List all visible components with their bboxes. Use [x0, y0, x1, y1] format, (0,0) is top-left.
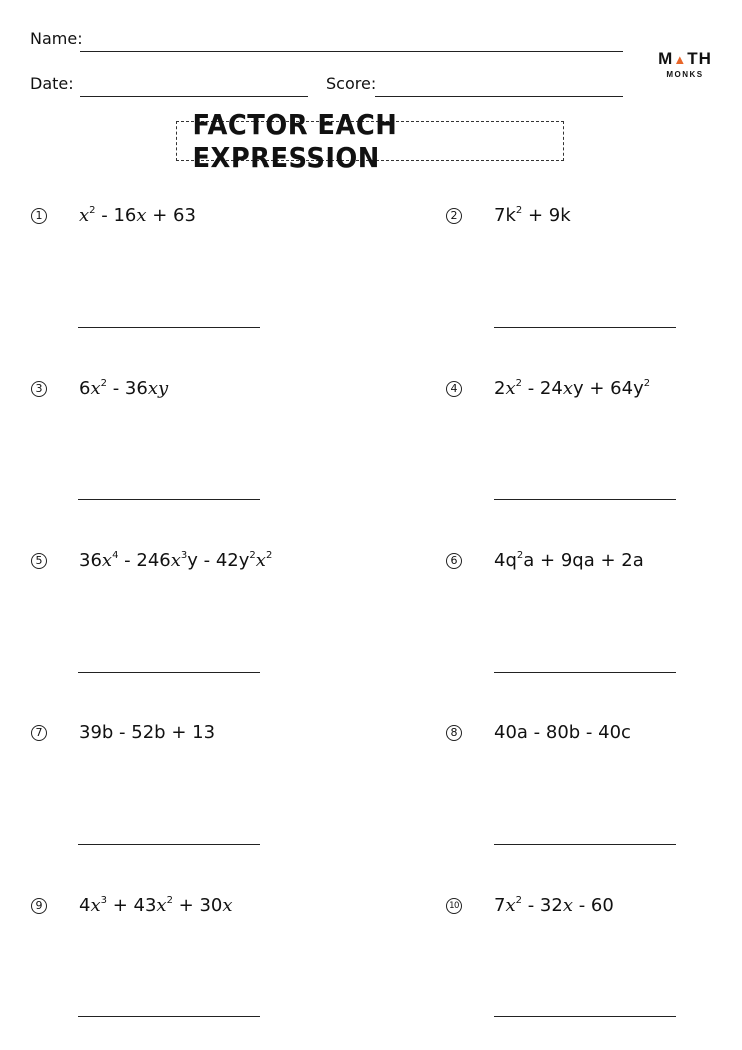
- date-field[interactable]: [80, 96, 308, 97]
- problem-number: 5: [31, 553, 47, 569]
- answer-line-6[interactable]: [494, 672, 676, 673]
- expr-part: - 24: [521, 378, 563, 399]
- answer-line-9[interactable]: [78, 1016, 260, 1017]
- expr-part: x: [505, 895, 516, 916]
- expr-part: y: [157, 378, 169, 399]
- expr-part: y - 42y: [187, 550, 250, 571]
- expr-exponent: 2: [89, 205, 96, 216]
- expr-part: y: [572, 378, 584, 399]
- worksheet-title: FACTOR EACH EXPRESSION: [192, 108, 398, 174]
- expr-part: + 63: [146, 205, 196, 226]
- expr-exponent: 3: [180, 550, 188, 561]
- expr-part: x: [90, 895, 101, 916]
- expr-exponent: 2: [515, 378, 522, 389]
- expr-exponent: 2: [516, 550, 524, 561]
- problem-number: 10: [446, 898, 462, 914]
- expr-part: 36: [79, 550, 102, 571]
- expr-part: x: [562, 895, 573, 916]
- name-label: Name:: [30, 29, 83, 48]
- expr-part: + 43: [106, 895, 157, 916]
- expr-part: + 9k: [522, 205, 571, 226]
- expr-part: x: [170, 550, 181, 571]
- answer-line-2[interactable]: [494, 327, 676, 328]
- answer-line-3[interactable]: [78, 499, 260, 500]
- expr-exponent: 2: [265, 550, 273, 561]
- worksheet-title-box: [176, 108, 564, 174]
- expr-part: x: [101, 550, 113, 571]
- logo-letters-th: TH: [687, 49, 712, 68]
- problem-number: 4: [446, 381, 462, 397]
- answer-line-10[interactable]: [494, 1016, 676, 1017]
- expr-part: x: [79, 205, 90, 226]
- score-field[interactable]: [375, 96, 623, 97]
- expr-exponent: 2: [515, 895, 522, 906]
- date-label: Date:: [30, 74, 74, 93]
- problem-number: 1: [31, 208, 47, 224]
- expr-part: + 64y: [583, 378, 644, 399]
- expr-part: - 32: [521, 895, 563, 916]
- expression: [494, 378, 650, 399]
- problem-number: 2: [446, 208, 462, 224]
- expr-part: + 30: [172, 895, 223, 916]
- expr-part: - 36: [106, 378, 148, 399]
- answer-line-1[interactable]: [78, 327, 260, 328]
- expression: [79, 895, 233, 916]
- expression: [494, 205, 571, 226]
- expr-part: 2: [494, 378, 506, 399]
- answer-line-4[interactable]: [494, 499, 676, 500]
- expr-exponent: 2: [643, 378, 651, 389]
- answer-line-5[interactable]: [78, 672, 260, 673]
- expr-exponent: 2: [515, 205, 523, 216]
- expr-part: - 246: [118, 550, 171, 571]
- problem-number: 7: [31, 725, 47, 741]
- expr-part: 4: [79, 895, 91, 916]
- expr-exponent: 2: [249, 550, 256, 561]
- expr-part: 6: [79, 378, 91, 399]
- expression: [79, 205, 196, 226]
- name-field[interactable]: [80, 51, 623, 52]
- problem-number: 9: [31, 898, 47, 914]
- expr-part: x: [562, 378, 573, 399]
- expr-part: x: [147, 378, 158, 399]
- expression: [79, 378, 168, 399]
- expr-exponent: 4: [112, 550, 119, 561]
- expr-part: 40a - 80b - 40c: [494, 722, 631, 743]
- logo-triangle-icon: ▲: [673, 52, 688, 67]
- expr-part: x: [156, 895, 167, 916]
- expr-part: 7: [494, 895, 506, 916]
- problem-number: 3: [31, 381, 47, 397]
- score-label: Score:: [326, 74, 377, 93]
- expr-part: - 60: [572, 895, 614, 916]
- expr-exponent: 2: [100, 378, 107, 389]
- expr-exponent: 2: [166, 895, 173, 906]
- expr-part: x: [90, 378, 101, 399]
- expr-part: x: [222, 895, 233, 916]
- logo-subtext: MONKS: [666, 70, 704, 79]
- expression: [494, 722, 631, 743]
- expr-part: x: [255, 550, 266, 571]
- answer-line-7[interactable]: [78, 844, 260, 845]
- expression: [79, 550, 272, 571]
- logo-wordmark: [655, 50, 715, 69]
- problem-number: 6: [446, 553, 462, 569]
- problem-number: 8: [446, 725, 462, 741]
- expression: [494, 550, 644, 571]
- expr-part: x: [505, 378, 516, 399]
- expression: [79, 722, 215, 743]
- expr-part: x: [136, 205, 147, 226]
- expr-exponent: 3: [100, 895, 107, 906]
- expr-part: 4q: [494, 550, 517, 571]
- logo-letter-m: M: [658, 49, 674, 68]
- expression: [494, 895, 614, 916]
- expr-part: a + 9qa + 2a: [523, 550, 644, 571]
- expr-part: - 16: [95, 205, 137, 226]
- expr-part: 39b - 52b + 13: [79, 722, 216, 743]
- answer-line-8[interactable]: [494, 844, 676, 845]
- math-monks-logo: [655, 50, 715, 79]
- expr-part: 7k: [494, 205, 516, 226]
